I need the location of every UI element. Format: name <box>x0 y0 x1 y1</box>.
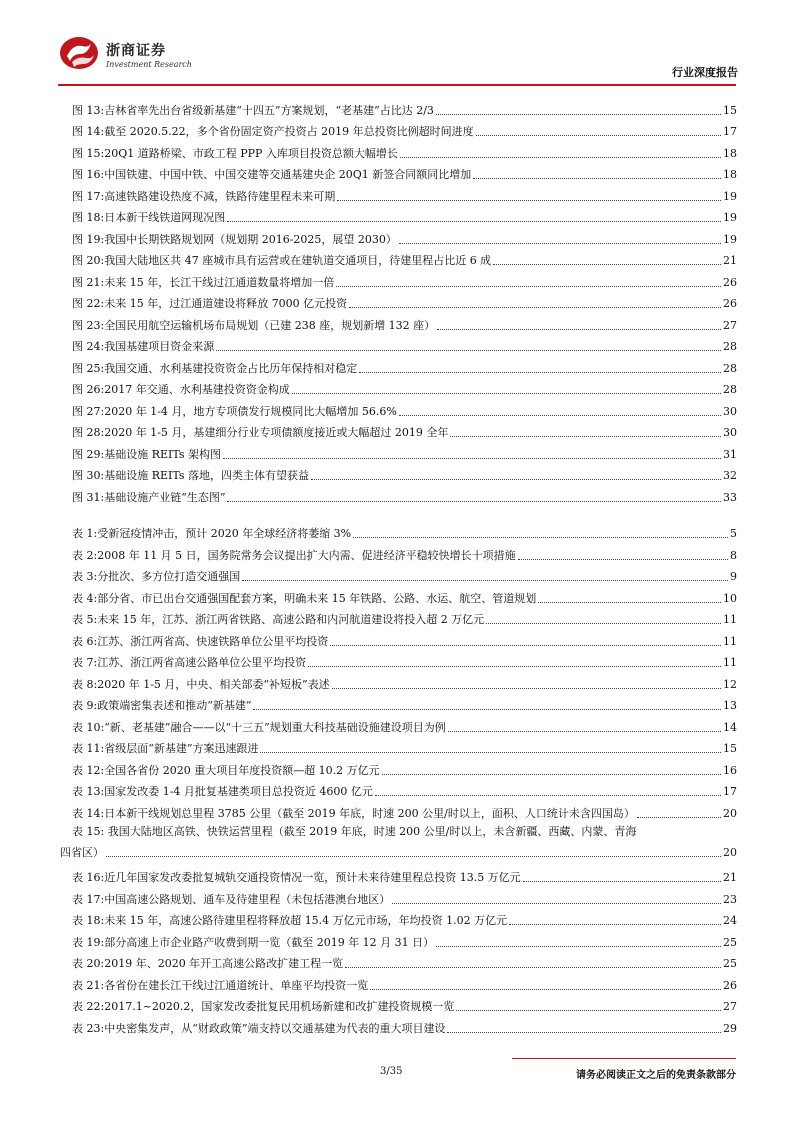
toc-entry-label: 图 26: <box>72 383 105 396</box>
toc-entry-label: 表 20: <box>72 957 105 970</box>
dot-leader <box>292 393 721 394</box>
toc-entry[interactable] <box>72 563 737 585</box>
toc-entry-label: 表 16: <box>72 871 105 884</box>
toc-entry-label: 表 10: <box>72 720 105 734</box>
toc-entry-label: 表 21: <box>72 978 105 992</box>
dot-leader <box>392 903 721 904</box>
toc-entry-page: 30 <box>723 426 737 439</box>
toc-entry[interactable] <box>72 419 737 441</box>
toc-entry-page: 11 <box>723 613 737 626</box>
dot-leader <box>106 856 721 857</box>
toc-entry-page: 24 <box>723 914 737 927</box>
toc-entry-label: 表 15: <box>72 824 105 838</box>
brand-name-cn: 浙商证券 <box>106 43 166 59</box>
dot-leader <box>447 1032 721 1033</box>
toc-entry-page: 27 <box>723 318 737 332</box>
toc-entry[interactable] <box>72 354 737 376</box>
toc-entry-title: 2020 年 1-5 月，基建细分行业专项债额度接近或大幅超过 2019 全年 <box>104 426 449 439</box>
toc-entry-label: 图 24: <box>72 340 105 353</box>
toc-entry-label: 表 9: <box>72 699 98 712</box>
toc-entry-label: 图 30: <box>72 469 105 482</box>
toc-entry-label: 表 2: <box>72 548 98 562</box>
dot-leader <box>476 135 721 136</box>
toc-entry-label: 图 20: <box>72 254 105 267</box>
toc-entry-title: 我国交通、水利基建投资资金占比历年保持相对稳定 <box>104 361 358 375</box>
toc-entry-page: 25 <box>723 957 737 970</box>
table-of-contents <box>60 96 737 1036</box>
toc-entry-page: 8 <box>730 548 737 562</box>
toc-entry-label: 图 27: <box>72 404 105 418</box>
toc-entry-label: 图 28: <box>72 426 105 439</box>
dot-leader <box>399 243 721 244</box>
dot-leader <box>260 752 721 753</box>
toc-entry-label: 图 15: <box>72 146 105 160</box>
toc-entry-title: 20Q1 道路桥梁、市政工程 PPP 入库项目投资总额大幅增长 <box>104 146 398 160</box>
dot-leader <box>345 967 721 968</box>
toc-entry-page: 18 <box>723 168 737 181</box>
dot-leader <box>253 709 721 710</box>
dot-leader <box>311 479 721 480</box>
toc-entry-label: 图 18: <box>72 211 105 224</box>
toc-entry-title: 国家发改委 1-4 月批复基建类项目总投资近 4600 亿元 <box>104 785 373 798</box>
toc-entry-title: 未来 15 年，江苏、浙江两省铁路、高速公路和内河航道建设将投入超 2 万亿元 <box>97 613 485 626</box>
toc-entry-title: 中央密集发声，从“财政政策”端支持以交通基建为代表的重大项目建设 <box>104 1021 446 1035</box>
toc-entry-title: 基础设施产业链“生态图” <box>104 490 226 504</box>
toc-entry-page: 5 <box>730 527 737 540</box>
toc-entry-title: 政策端密集表述和推动“新基建” <box>97 699 252 712</box>
toc-entry[interactable] <box>72 584 737 606</box>
toc-entry-title: 2008 年 11 月 5 日，国务院常务会议提出扩大内需、促进经济平稳较快增长十项措施 <box>97 548 516 562</box>
figure-list <box>72 96 737 505</box>
toc-entry-label: 图 31: <box>72 490 105 504</box>
logo-emblem-icon <box>58 34 100 72</box>
toc-entry-title: 中国高速公路规划、通车及待建里程（未包括港澳台地区） <box>104 892 391 906</box>
toc-entry[interactable] <box>72 440 737 462</box>
toc-entry-page: 16 <box>723 763 737 777</box>
toc-entry-page: 20 <box>723 806 737 820</box>
toc-entry-page: 19 <box>723 189 737 203</box>
toc-entry-page: 13 <box>723 699 737 712</box>
toc-entry-title: 分批次、多方位打造交通强国 <box>97 570 241 583</box>
toc-entry-title-continued: 四省区） <box>60 845 104 859</box>
dot-leader <box>308 666 721 667</box>
toc-entry[interactable] <box>72 606 737 628</box>
toc-entry[interactable] <box>72 864 737 886</box>
toc-entry-title: 2020 年 1-5 月，中央、相关部委“补短板”表述 <box>97 677 330 691</box>
toc-entry-title: 日本新干线规划总里程 3785 公里（截至 2019 年底，时速 200 公里/时以上，面积、人口统计未含四国岛） <box>104 806 635 820</box>
toc-entry-page: 26 <box>723 297 737 310</box>
toc-entry-title: 江苏、浙江两省高、快速铁路单位公里平均投资 <box>97 634 329 648</box>
dot-leader <box>437 329 721 330</box>
toc-entry-page: 21 <box>723 254 737 267</box>
dot-leader <box>523 881 721 882</box>
toc-entry-label: 表 18: <box>72 914 105 927</box>
dot-leader <box>227 221 721 222</box>
toc-entry-page: 28 <box>723 340 737 353</box>
dot-leader <box>353 537 728 538</box>
toc-entry[interactable] <box>72 735 737 757</box>
toc-entry[interactable] <box>72 541 737 563</box>
toc-entry-label: 表 8: <box>72 677 98 691</box>
dot-leader <box>637 817 721 818</box>
toc-entry-label: 图 29: <box>72 447 105 461</box>
toc-entry-title: 未来 15 年，长江干线过江通道数量将增加一倍 <box>104 275 335 289</box>
toc-entry[interactable] <box>60 821 737 864</box>
toc-entry[interactable] <box>72 520 737 542</box>
toc-entry[interactable] <box>72 756 737 778</box>
toc-entry-title: 全国各省份 2020 重大项目年度投资额—超 10.2 万亿元 <box>104 763 380 777</box>
toc-entry[interactable] <box>72 247 737 269</box>
report-type-label: 行业深度报告 <box>672 66 738 79</box>
dot-leader <box>399 415 721 416</box>
toc-entry-title: 高速铁路建设热度不减，铁路待建里程未来可期 <box>104 189 336 203</box>
toc-entry-label: 表 11: <box>72 742 105 755</box>
toc-entry-page: 31 <box>723 447 737 461</box>
toc-entry-title: 未来 15 年，过江通道建设将释放 7000 亿元投资 <box>104 297 348 310</box>
toc-entry-label: 表 6: <box>72 634 98 648</box>
toc-entry[interactable] <box>72 268 737 290</box>
toc-entry-title: 基础设施 REITs 架构图 <box>104 447 222 461</box>
dot-leader <box>486 623 721 624</box>
toc-entry[interactable] <box>72 311 737 333</box>
toc-entry[interactable] <box>72 885 737 907</box>
toc-entry-label: 表 14: <box>72 806 105 820</box>
toc-entry[interactable] <box>72 670 737 692</box>
toc-entry-page: 12 <box>723 677 737 691</box>
toc-entry[interactable] <box>72 627 737 649</box>
toc-entry-page: 10 <box>723 591 737 605</box>
toc-entry[interactable] <box>72 928 737 950</box>
toc-entry[interactable] <box>72 204 737 226</box>
dot-leader <box>337 200 721 201</box>
toc-entry[interactable] <box>72 1014 737 1036</box>
toc-entry-label: 表 22: <box>72 1000 105 1013</box>
toc-entry-page: 19 <box>723 232 737 246</box>
toc-entry-page: 28 <box>723 383 737 396</box>
toc-entry-page: 14 <box>723 720 737 734</box>
dot-leader <box>375 795 721 796</box>
toc-entry-title: 中国铁建、中国中铁、中国交建等交通基建央企 20Q1 新签合同额同比增加 <box>104 168 472 181</box>
toc-entry-label: 表 1: <box>72 527 98 540</box>
toc-entry-label: 表 7: <box>72 656 98 669</box>
toc-entry-page: 17 <box>723 125 737 138</box>
toc-entry[interactable] <box>72 333 737 355</box>
dot-leader <box>330 645 721 646</box>
toc-entry-label: 表 12: <box>72 763 105 777</box>
toc-entry-label: 图 19: <box>72 232 105 246</box>
toc-entry-page: 20 <box>723 845 737 859</box>
toc-entry-title: 受新冠疫情冲击，预计 2020 年全球经济将萎缩 3% <box>97 527 352 540</box>
toc-entry[interactable] <box>72 483 737 505</box>
toc-entry-label: 表 4: <box>72 591 98 605</box>
toc-entry-label: 表 5: <box>72 613 98 626</box>
toc-entry-label: 表 3: <box>72 570 98 583</box>
toc-entry[interactable] <box>72 692 737 714</box>
toc-entry-page: 15 <box>723 103 737 117</box>
dot-leader <box>336 286 721 287</box>
table-list-continued <box>72 864 737 1036</box>
toc-entry-title: 2020 年 1-4 月，地方专项债发行规模同比大幅增加 56.6% <box>104 404 397 418</box>
toc-entry-label: 图 14: <box>72 125 105 138</box>
toc-entry[interactable] <box>72 182 737 204</box>
toc-entry[interactable] <box>72 971 737 993</box>
toc-entry[interactable] <box>72 290 737 312</box>
footer-divider <box>512 1058 736 1059</box>
header-divider <box>58 84 736 86</box>
toc-entry-title: 江苏、浙江两省高速公路单位公里平均投资 <box>97 656 307 669</box>
toc-entry-label: 表 13: <box>72 785 105 798</box>
toc-entry-page: 32 <box>723 469 737 482</box>
toc-entry[interactable] <box>72 799 737 821</box>
toc-entry[interactable] <box>72 950 737 972</box>
toc-entry[interactable] <box>72 462 737 484</box>
toc-entry-page: 21 <box>723 871 737 884</box>
toc-entry-label: 图 13: <box>72 103 105 117</box>
toc-entry[interactable] <box>72 225 737 247</box>
toc-entry-title: 截至 2020.5.22，多个省份固定资产投资占 2019 年总投资比例超时间进度 <box>104 125 474 138</box>
toc-entry-label: 图 23: <box>72 318 105 332</box>
dot-leader <box>436 114 721 115</box>
dot-leader <box>538 602 721 603</box>
toc-entry-page: 27 <box>723 1000 737 1013</box>
toc-entry[interactable] <box>72 713 737 735</box>
toc-entry-page: 17 <box>723 785 737 798</box>
toc-entry[interactable] <box>72 96 737 118</box>
toc-entry[interactable] <box>72 376 737 398</box>
page-number: 3/35 <box>380 1066 403 1077</box>
toc-entry-title: 我国中长期铁路规划网（规划期 2016-2025，展望 2030） <box>104 232 397 246</box>
dot-leader <box>332 688 721 689</box>
toc-entry-title: 2019 年、2020 年开工高速公路改扩建工程一览 <box>104 957 344 970</box>
toc-entry-label: 表 19: <box>72 935 105 949</box>
toc-entry-page: 23 <box>723 892 737 906</box>
toc-entry-title: 2017 年交通、水利基建投资资金构成 <box>104 383 290 396</box>
dot-leader <box>223 458 721 459</box>
toc-entry-title: 我国基建项目资金来源 <box>104 340 215 353</box>
toc-entry-title: 我国大陆地区共 47 座城市具有运营或在建轨道交通项目，待建里程占比近 6 成 <box>104 254 492 267</box>
toc-entry[interactable] <box>72 778 737 800</box>
toc-entry[interactable] <box>72 118 737 140</box>
page-header <box>58 30 738 82</box>
toc-entry-label: 图 21: <box>72 275 105 289</box>
toc-entry-page: 25 <box>723 935 737 949</box>
toc-entry-page: 11 <box>723 634 737 648</box>
disclaimer-text: 请务必阅读正文之后的免责条款部分 <box>576 1070 736 1081</box>
toc-entry-title: 日本新干线铁道网现况图 <box>104 211 226 224</box>
dot-leader <box>359 372 721 373</box>
toc-entry-page: 30 <box>723 404 737 418</box>
toc-entry[interactable] <box>72 397 737 419</box>
toc-entry-title: 未来 15 年，高速公路待建里程将释放超 15.4 万亿元市场，年均投资 1.02 万亿元 <box>104 914 508 927</box>
toc-entry-page: 33 <box>723 490 737 504</box>
toc-entry-title: 吉林省率先出台省级新基建“十四五”方案规划，“老基建”占比达 2/3 <box>104 103 434 117</box>
toc-entry-title: 省级层面“新基建”方案迅速跟进 <box>104 742 259 755</box>
toc-entry[interactable] <box>72 139 737 161</box>
section-gap <box>72 505 737 520</box>
toc-entry-page: 19 <box>723 211 737 224</box>
toc-entry-title: 我国大陆地区高铁、快铁运营里程（截至 2019 年底，时速 200 公里/时以上，未含新疆、西藏、内蒙、青海 <box>107 824 637 838</box>
dot-leader <box>518 559 728 560</box>
toc-entry-title: “新、老基建”融合——以“十三五”规划重大科技基础设施建设项目为例 <box>104 720 446 734</box>
toc-entry-title: 全国民用航空运输机场布局规划（已建 238 座，规划新增 132 座） <box>104 318 436 332</box>
toc-entry-title: 2017.1~2020.2，国家发改委批复民用机场新建和改扩建投资规模一览 <box>104 1000 455 1013</box>
toc-entry-label: 图 17: <box>72 189 105 203</box>
dot-leader <box>382 774 721 775</box>
toc-entry-page: 26 <box>723 978 737 992</box>
toc-entry[interactable] <box>72 649 737 671</box>
dot-leader <box>473 178 721 179</box>
toc-entry-title: 基础设施 REITs 落地，四类主体有望获益 <box>104 469 310 482</box>
toc-entry-title: 各省份在建长江干线过江通道统计、单座平均投资一览 <box>104 978 369 992</box>
dot-leader <box>227 501 721 502</box>
dot-leader <box>400 157 721 158</box>
dot-leader <box>242 580 728 581</box>
toc-entry-label: 图 16: <box>72 168 105 181</box>
dot-leader <box>493 264 721 265</box>
toc-entry-label: 表 23: <box>72 1021 105 1035</box>
brand-name-en: Investment Research <box>106 60 192 69</box>
dot-leader <box>448 731 721 732</box>
toc-entry[interactable] <box>72 993 737 1015</box>
toc-entry-title: 部分高速上市企业路产收费到期一览（截至 2019 年 12 月 31 日） <box>104 935 435 949</box>
dot-leader <box>436 946 721 947</box>
dot-leader <box>450 436 721 437</box>
table-list <box>72 520 737 821</box>
dot-leader <box>370 989 721 990</box>
toc-entry-page: 15 <box>723 742 737 755</box>
dot-leader <box>349 307 721 308</box>
dot-leader <box>456 1010 721 1011</box>
toc-entry-page: 29 <box>723 1021 737 1035</box>
toc-entry-title: 部分省、市已出台交通强国配套方案，明确未来 15 年铁路、公路、水运、航空、管道规划 <box>97 591 537 605</box>
toc-entry-label: 表 17: <box>72 892 105 906</box>
toc-entry-page: 28 <box>723 361 737 375</box>
dot-leader <box>509 924 721 925</box>
toc-entry-page: 26 <box>723 275 737 289</box>
toc-entry-label: 图 25: <box>72 361 105 375</box>
toc-entry[interactable] <box>72 161 737 183</box>
dot-leader <box>216 350 721 351</box>
toc-entry-page: 18 <box>723 146 737 160</box>
toc-entry-page: 9 <box>730 570 737 583</box>
toc-entry-page: 11 <box>723 656 737 669</box>
toc-entry-label: 图 22: <box>72 297 105 310</box>
company-logo <box>58 30 218 80</box>
toc-entry-title: 近几年国家发改委批复城轨交通投资情况一览，预计未来待建里程总投资 13.5 万亿元 <box>104 871 521 884</box>
toc-entry[interactable] <box>72 907 737 929</box>
